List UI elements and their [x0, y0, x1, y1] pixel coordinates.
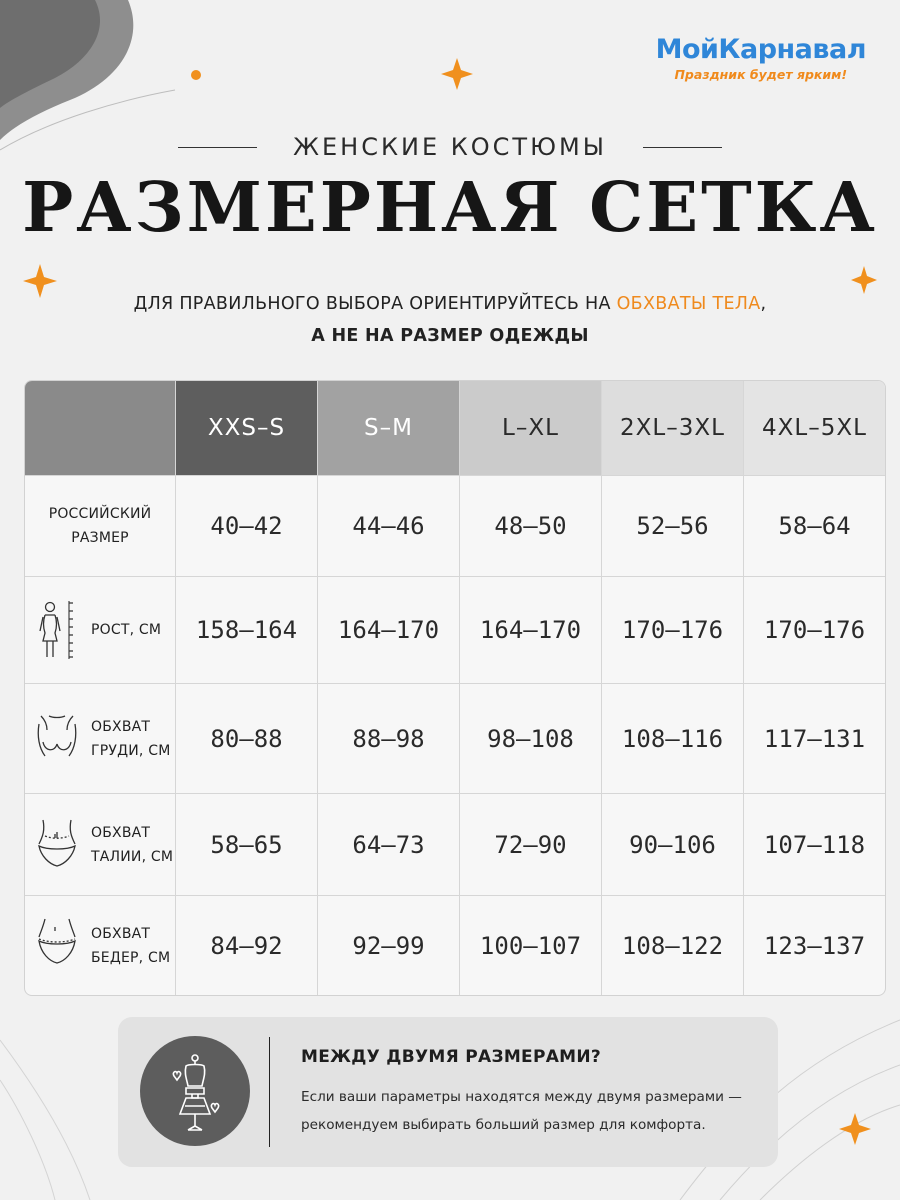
- row-label-chest: [25, 684, 176, 794]
- table-cell: 108–116: [602, 684, 744, 794]
- card-text-line: рекомендуем выбирать больший размер для комфорта.: [301, 1117, 706, 1133]
- row-label-text: ОБХВАТ: [91, 925, 151, 942]
- waist-icon: [35, 814, 79, 876]
- table-cell: 58–64: [744, 476, 885, 577]
- row-label-text: ОБХВАТ: [91, 824, 151, 841]
- card-title: МЕЖДУ ДВУМЯ РАЗМЕРАМИ?: [301, 1047, 602, 1067]
- page-title: РАЗМЕРНАЯ СЕТКА: [22, 168, 878, 248]
- table-cell: 40–42: [176, 476, 318, 577]
- row-label-text: РАЗМЕР: [71, 530, 129, 546]
- table-cell: 64–73: [318, 794, 460, 896]
- divider: [269, 1037, 270, 1147]
- page-subtitle: ЖЕНСКИЕ КОСТЮМЫ: [293, 133, 607, 161]
- row-label-text: ГРУДИ, СМ: [91, 742, 171, 759]
- row-label-text: ТАЛИИ, СМ: [91, 848, 174, 865]
- note-highlight: ОБХВАТЫ ТЕЛА: [616, 294, 761, 314]
- row-label-text: БЕДЕР, СМ: [91, 949, 171, 966]
- dot-decoration: [191, 70, 201, 80]
- brand-logo: [656, 36, 866, 82]
- divider: [643, 147, 722, 148]
- height-icon: [35, 599, 79, 661]
- fit-note: [0, 288, 900, 352]
- row-label-waist: [25, 794, 176, 896]
- row-label-height: [25, 577, 176, 684]
- table-cell: 100–107: [460, 896, 602, 995]
- fit-note-line-1: [0, 288, 900, 320]
- card-text-line: Если ваши параметры находятся между двумя размерами —: [301, 1089, 742, 1105]
- table-cell: 58–65: [176, 794, 318, 896]
- table-cell: 92–99: [318, 896, 460, 995]
- table-cell: 72–90: [460, 794, 602, 896]
- table-cell: 84–92: [176, 896, 318, 995]
- table-cell: 107–118: [744, 794, 885, 896]
- row-label-text: РОССИЙСКИЙ: [48, 506, 152, 522]
- table-cell: 170–176: [744, 577, 885, 684]
- table-cell: 123–137: [763, 931, 866, 960]
- card-text: [301, 1083, 771, 1139]
- table-cell: 108–122: [602, 896, 744, 995]
- column-header: S–M: [318, 381, 460, 476]
- table-cell: 48–50: [460, 476, 602, 577]
- table-cell: 164–170: [460, 577, 602, 684]
- fit-note-line-2: А НЕ НА РАЗМЕР ОДЕЖДЫ: [311, 326, 589, 346]
- row-label-text: РОСТ, СМ: [91, 622, 162, 638]
- column-header: L–XL: [460, 381, 602, 476]
- row-label-text: ОБХВАТ: [91, 718, 151, 735]
- table-cell: 170–176: [602, 577, 744, 684]
- table-cell: 80–88: [176, 684, 318, 794]
- table-cell: 90–106: [602, 794, 744, 896]
- note-text: ДЛЯ ПРАВИЛЬНОГО ВЫБОРА ОРИЕНТИРУЙТЕСЬ НА: [133, 294, 617, 314]
- table-cell: 44–46: [318, 476, 460, 577]
- row-label-russian-size: [25, 476, 176, 577]
- brand-name: МойКарнавал: [655, 34, 866, 65]
- row-label-hips: [25, 896, 176, 995]
- column-header: 2XL–3XL: [602, 381, 744, 476]
- note-text: ,: [760, 294, 767, 314]
- hips-icon: [35, 915, 79, 977]
- table-cell: 52–56: [602, 476, 744, 577]
- mannequin-icon: [140, 1036, 250, 1146]
- size-table: [24, 380, 886, 996]
- table-cell: 158–164: [176, 577, 318, 684]
- table-corner: [25, 381, 176, 476]
- table-cell: 88–98: [318, 684, 460, 794]
- between-sizes-card: [118, 1017, 778, 1167]
- column-header: 4XL–5XL: [744, 381, 885, 476]
- table-cell: 164–170: [318, 577, 460, 684]
- table-cell: 98–108: [460, 684, 602, 794]
- subtitle-row: [178, 132, 722, 162]
- chest-icon: [35, 708, 79, 770]
- divider: [178, 147, 257, 148]
- table-cell: 117–131: [744, 684, 885, 794]
- column-header: XXS–S: [176, 381, 318, 476]
- brand-tagline: Праздник будет ярким!: [674, 67, 848, 82]
